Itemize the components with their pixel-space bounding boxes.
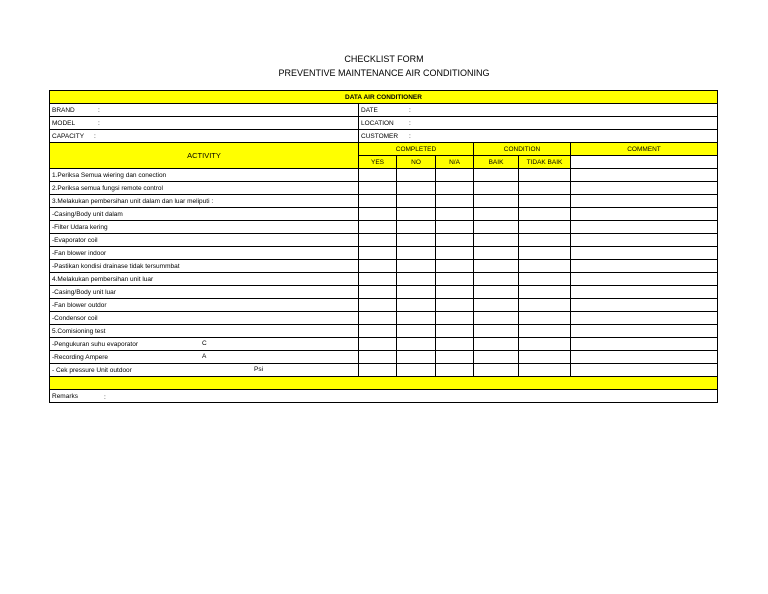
activity-rows [50, 169, 718, 377]
tidak-baik-cell[interactable] [519, 364, 571, 377]
no-cell[interactable] [397, 182, 436, 195]
activity-cell [50, 182, 359, 195]
no-cell[interactable] [397, 273, 436, 286]
na-cell[interactable] [436, 273, 474, 286]
activity-text: 5.Comisioning test [52, 327, 106, 335]
yes-cell[interactable] [359, 260, 397, 273]
no-cell[interactable] [397, 364, 436, 377]
activity-unit: C [202, 340, 207, 347]
tidak-baik-cell[interactable] [519, 195, 571, 208]
remarks-label: Remarks [52, 392, 79, 400]
no-cell[interactable] [397, 234, 436, 247]
capacity-label: CAPACITY [52, 132, 85, 140]
tidak-baik-cell[interactable] [519, 182, 571, 195]
baik-cell[interactable] [474, 234, 519, 247]
yes-cell[interactable] [359, 351, 397, 364]
activity-row [50, 299, 718, 312]
baik-cell[interactable] [474, 169, 519, 182]
activity-row [50, 312, 718, 325]
activity-cell [50, 234, 359, 247]
activity-text: 4.Melakukan pembersihan unit luar [52, 275, 154, 283]
activity-cell [50, 208, 359, 221]
activity-row [50, 351, 718, 364]
comment-cell[interactable] [571, 208, 718, 221]
activity-unit: Psi [254, 366, 264, 373]
tidak-baik-cell[interactable] [519, 312, 571, 325]
comment-cell[interactable] [571, 247, 718, 260]
yes-cell[interactable] [359, 364, 397, 377]
capacity-field[interactable] [50, 130, 359, 143]
activity-row [50, 325, 718, 338]
activity-row [50, 234, 718, 247]
na-cell[interactable] [436, 299, 474, 312]
comment-cell[interactable] [571, 325, 718, 338]
activity-header: ACTIVITY [50, 143, 359, 169]
na-cell[interactable] [436, 208, 474, 221]
baik-header: BAIK [474, 156, 519, 169]
activity-cell [50, 221, 359, 234]
activity-cell [50, 286, 359, 299]
model-field[interactable] [50, 117, 359, 130]
no-cell[interactable] [397, 325, 436, 338]
completed-header: COMPLETED [359, 143, 474, 156]
comment-cell[interactable] [571, 351, 718, 364]
no-cell[interactable] [397, 299, 436, 312]
baik-cell[interactable] [474, 351, 519, 364]
comment-cell[interactable] [571, 273, 718, 286]
activity-row [50, 273, 718, 286]
activity-text: -Pengukuran suhu evaporator [52, 340, 139, 348]
comment-cell[interactable] [571, 260, 718, 273]
activity-row [50, 247, 718, 260]
activity-text: -Evaporator coil [52, 236, 98, 244]
na-cell[interactable] [436, 182, 474, 195]
na-cell[interactable] [436, 286, 474, 299]
customer-field[interactable] [359, 130, 718, 143]
yes-cell[interactable] [359, 195, 397, 208]
comment-cell[interactable] [571, 312, 718, 325]
data-section-title: DATA AIR CONDITIONER [50, 91, 718, 104]
separator-bar [50, 377, 718, 390]
yes-header: YES [359, 156, 397, 169]
activity-row [50, 182, 718, 195]
activity-text: 3.Melakukan pembersihan unit dalam dan luar meliputi : [52, 197, 214, 205]
baik-cell[interactable] [474, 182, 519, 195]
checklist-table [49, 90, 718, 403]
yes-cell[interactable] [359, 286, 397, 299]
baik-cell[interactable] [474, 325, 519, 338]
activity-cell [50, 247, 359, 260]
tidak-baik-header: TIDAK BAIK [519, 156, 571, 169]
model-label: MODEL [52, 119, 76, 127]
comment-cell[interactable] [571, 364, 718, 377]
na-cell[interactable] [436, 169, 474, 182]
condition-header: CONDITION [474, 143, 571, 156]
brand-field[interactable] [50, 104, 359, 117]
activity-cell [50, 260, 359, 273]
na-cell[interactable] [436, 312, 474, 325]
activity-cell [50, 364, 359, 377]
activity-text: -Fan blower outdor [52, 301, 107, 309]
activity-row [50, 208, 718, 221]
comment-cell[interactable] [571, 286, 718, 299]
comment-header: COMMENT [571, 143, 718, 156]
activity-row [50, 364, 718, 377]
no-header: NO [397, 156, 436, 169]
na-cell[interactable] [436, 221, 474, 234]
activity-cell [50, 325, 359, 338]
tidak-baik-cell[interactable] [519, 351, 571, 364]
activity-cell [50, 273, 359, 286]
tidak-baik-cell[interactable] [519, 169, 571, 182]
na-cell[interactable] [436, 234, 474, 247]
baik-cell[interactable] [474, 208, 519, 221]
baik-cell[interactable] [474, 338, 519, 351]
yes-cell[interactable] [359, 182, 397, 195]
activity-row [50, 286, 718, 299]
baik-cell[interactable] [474, 247, 519, 260]
brand-colon: : [98, 106, 100, 114]
na-header: N/A [436, 156, 474, 169]
activity-row [50, 195, 718, 208]
comment-cell[interactable] [571, 169, 718, 182]
tidak-baik-cell[interactable] [519, 286, 571, 299]
baik-cell[interactable] [474, 312, 519, 325]
tidak-baik-cell[interactable] [519, 234, 571, 247]
no-cell[interactable] [397, 195, 436, 208]
activity-cell [50, 338, 359, 351]
no-cell[interactable] [397, 338, 436, 351]
activity-unit: A [202, 353, 207, 360]
comment-cell[interactable] [571, 182, 718, 195]
baik-cell[interactable] [474, 260, 519, 273]
no-cell[interactable] [397, 169, 436, 182]
comment-cell[interactable] [571, 221, 718, 234]
remarks-colon: : [104, 394, 106, 401]
activity-cell [50, 195, 359, 208]
activity-text: -Filter Udara kering [52, 223, 108, 231]
tidak-baik-cell[interactable] [519, 260, 571, 273]
no-cell[interactable] [397, 221, 436, 234]
na-cell[interactable] [436, 325, 474, 338]
location-field[interactable] [359, 117, 718, 130]
yes-cell[interactable] [359, 169, 397, 182]
tidak-baik-cell[interactable] [519, 299, 571, 312]
brand-label: BRAND [52, 106, 75, 114]
yes-cell[interactable] [359, 299, 397, 312]
activity-text: - Cek pressure Unit outdoor [52, 366, 132, 374]
baik-cell[interactable] [474, 273, 519, 286]
location-label: LOCATION [361, 119, 394, 127]
tidak-baik-cell[interactable] [519, 208, 571, 221]
activity-text: 2.Periksa semua fungsi remote control [52, 184, 163, 192]
na-cell[interactable] [436, 260, 474, 273]
tidak-baik-cell[interactable] [519, 273, 571, 286]
activity-text: 1.Periksa Semua wiering dan conection [52, 171, 167, 179]
capacity-colon: : [94, 132, 96, 140]
comment-cell[interactable] [571, 195, 718, 208]
yes-cell[interactable] [359, 221, 397, 234]
tidak-baik-cell[interactable] [519, 247, 571, 260]
activity-text: -Casing/Body unit dalam [52, 210, 123, 218]
yes-cell[interactable] [359, 208, 397, 221]
comment-cell[interactable] [571, 234, 718, 247]
yes-cell[interactable] [359, 273, 397, 286]
location-colon: : [409, 119, 411, 127]
activity-row [50, 260, 718, 273]
baik-cell[interactable] [474, 299, 519, 312]
remarks-area[interactable] [50, 390, 718, 403]
comment-cell[interactable] [571, 299, 718, 312]
activity-row [50, 338, 718, 351]
comment-subheader [571, 156, 718, 169]
yes-cell[interactable] [359, 325, 397, 338]
activity-text: -Recording Ampere [52, 353, 108, 361]
form-subtitle: PREVENTIVE MAINTENANCE AIR CONDITIONING [278, 68, 490, 78]
activity-text: -Condensor coil [52, 314, 98, 322]
tidak-baik-cell[interactable] [519, 338, 571, 351]
form-title: CHECKLIST FORM [344, 54, 424, 64]
na-cell[interactable] [436, 195, 474, 208]
customer-label: CUSTOMER [361, 132, 399, 140]
activity-cell [50, 169, 359, 182]
yes-cell[interactable] [359, 338, 397, 351]
baik-cell[interactable] [474, 221, 519, 234]
yes-cell[interactable] [359, 247, 397, 260]
activity-row [50, 169, 718, 182]
activity-cell [50, 312, 359, 325]
na-cell[interactable] [436, 338, 474, 351]
model-colon: : [98, 119, 100, 127]
no-cell[interactable] [397, 247, 436, 260]
tidak-baik-cell[interactable] [519, 325, 571, 338]
activity-text: -Casing/Body unit luar [52, 288, 116, 296]
comment-cell[interactable] [571, 338, 718, 351]
date-field[interactable] [359, 104, 718, 117]
na-cell[interactable] [436, 364, 474, 377]
yes-cell[interactable] [359, 234, 397, 247]
baik-cell[interactable] [474, 195, 519, 208]
no-cell[interactable] [397, 208, 436, 221]
no-cell[interactable] [397, 351, 436, 364]
customer-colon: : [409, 132, 411, 140]
no-cell[interactable] [397, 312, 436, 325]
date-label: DATE [361, 106, 378, 114]
na-cell[interactable] [436, 247, 474, 260]
date-colon: : [409, 106, 411, 114]
activity-text: -Fan blower indoor [52, 249, 107, 257]
na-cell[interactable] [436, 351, 474, 364]
activity-cell [50, 351, 359, 364]
yes-cell[interactable] [359, 312, 397, 325]
no-cell[interactable] [397, 260, 436, 273]
baik-cell[interactable] [474, 286, 519, 299]
activity-text: -Pastikan kondisi drainase tidak tersummbat [52, 262, 180, 270]
no-cell[interactable] [397, 286, 436, 299]
activity-row [50, 221, 718, 234]
tidak-baik-cell[interactable] [519, 221, 571, 234]
baik-cell[interactable] [474, 364, 519, 377]
activity-cell [50, 299, 359, 312]
